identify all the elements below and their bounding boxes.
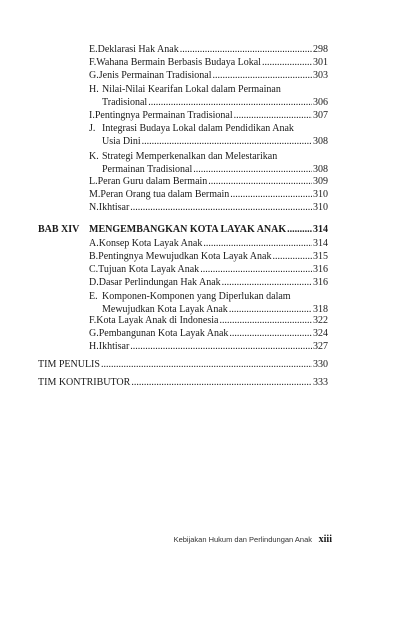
chapter-title: MENGEMBANGKAN KOTA LAYAK ANAK (89, 224, 287, 235)
toc-entry (89, 151, 328, 176)
toc-entry-title: Pentingnya Permainan Tradisional (94, 110, 233, 121)
toc-entry-page: 316 (313, 277, 328, 288)
chapter-page: 314 (313, 224, 328, 235)
toc-entry (38, 359, 328, 371)
toc-entry-title: Dasar Perlindungan Hak Anak (98, 277, 221, 288)
toc-entry (89, 202, 328, 214)
toc-entry-page: 306 (313, 96, 328, 108)
toc-entry-page: 308 (313, 163, 328, 175)
toc-entry (38, 377, 328, 389)
leader-dots (142, 136, 312, 148)
leader-dots (222, 277, 312, 289)
toc-entry-page: 318 (313, 303, 328, 315)
toc-entry-letter: N. (89, 202, 99, 213)
leader-dots (287, 224, 312, 236)
leader-dots (130, 341, 312, 353)
toc-entry-letter: C. (89, 264, 99, 275)
chapter-label: BAB XIV (38, 224, 80, 235)
toc-entry-title-continued: Mewujudkan Kota Layak Anak (102, 303, 228, 315)
toc-entry (89, 341, 328, 353)
leader-dots (234, 110, 312, 122)
toc-entry-title: Tujuan Kota Layak Anak (98, 264, 200, 275)
toc-entry-page: 322 (313, 315, 328, 326)
toc-entry (89, 44, 328, 56)
toc-entry-page: 303 (313, 70, 328, 81)
toc-entry (89, 291, 328, 316)
toc-entry-title: Komponen-Komponen yang Diperlukan dalam (102, 291, 291, 302)
toc-entry-letter: A. (89, 238, 99, 249)
leader-dots (148, 97, 312, 109)
toc-entry (89, 264, 328, 276)
toc-entry-title: Strategi Memperkenalkan dan Melestarikan (102, 151, 278, 162)
leader-dots (130, 202, 312, 214)
toc-entry-page: 310 (313, 189, 328, 200)
leader-dots (203, 238, 312, 250)
leader-dots (213, 70, 312, 82)
toc-entry-letter: L. (89, 176, 98, 187)
toc-entry-letter: F. (89, 315, 97, 326)
toc-entry-page: 310 (313, 202, 328, 213)
toc-entry-title-continued: Usia Dini (102, 135, 141, 147)
toc-entry-letter: G. (89, 70, 99, 81)
toc-entry-letter: F. (89, 57, 97, 68)
toc-entry-title: TIM KONTRIBUTOR (38, 377, 131, 388)
toc-entry (89, 110, 328, 122)
toc-entry-title: Jenis Permainan Tradisional (98, 70, 212, 81)
toc-entry-title: Peran Orang tua dalam Bermain (100, 189, 230, 200)
toc-entry-title: Deklarasi Hak Anak (97, 44, 179, 55)
toc-entry-letter: E. (89, 291, 98, 302)
toc-entry (89, 176, 328, 188)
toc-entry (89, 315, 328, 327)
toc-entry (89, 123, 328, 148)
toc-entry-title: Pentingnya Mewujudkan Kota Layak Anak (98, 251, 272, 262)
leader-dots (193, 164, 312, 176)
toc-entry (89, 189, 328, 201)
toc-entry-letter: E. (89, 44, 98, 55)
footer-page-number: xiii (318, 534, 332, 545)
leader-dots (229, 328, 312, 340)
toc-entry-page: 327 (313, 341, 328, 352)
leader-dots (101, 359, 312, 371)
toc-entry-letter: H. (89, 341, 99, 352)
toc-entry-page: 298 (313, 44, 328, 55)
toc-entry (89, 238, 328, 250)
toc-entry-title: Ikhtisar (98, 202, 130, 213)
toc-entry-page: 333 (313, 377, 328, 388)
toc-entry-page: 308 (313, 135, 328, 147)
toc-entry-page: 330 (313, 359, 328, 370)
leader-dots (262, 57, 312, 69)
toc-entry-title: Konsep Kota Layak Anak (98, 238, 203, 249)
toc-entry-letter: I. (89, 110, 95, 121)
toc-entry-title: Kota Layak Anak di Indonesia (96, 315, 219, 326)
toc-entry-title: Peran Guru dalam Bermain (97, 176, 208, 187)
toc-entry (89, 251, 328, 263)
toc-entry (89, 328, 328, 340)
toc-entry-letter: G. (89, 328, 99, 339)
leader-dots (230, 189, 312, 201)
toc-entry-page: 314 (313, 238, 328, 249)
toc-entry-page: 315 (313, 251, 328, 262)
toc-entry-letter: H. (89, 84, 99, 95)
toc-entry-page: 324 (313, 328, 328, 339)
leader-dots (229, 304, 312, 316)
leader-dots (208, 176, 312, 188)
toc-entry-title-continued: Tradisional (102, 96, 148, 108)
toc-entry-letter: B. (89, 251, 99, 262)
toc-entry-page: 301 (313, 57, 328, 68)
toc-entry-title: Wahana Bermain Berbasis Budaya Lokal (96, 57, 261, 68)
toc-entry-letter: K. (89, 151, 99, 162)
toc-entry-letter: M. (89, 189, 101, 200)
toc-entry-title: Pembangunan Kota Layak Anak (98, 328, 229, 339)
toc-entry-letter: J. (89, 123, 96, 134)
footer-title: Kebijakan Hukum dan Perlindungan Anak (173, 535, 312, 544)
toc-entry (89, 70, 328, 82)
leader-dots (200, 264, 312, 276)
toc-entry (89, 57, 328, 69)
toc-entry-title: Integrasi Budaya Lokal dalam Pendidikan Anak (102, 123, 294, 134)
toc-entry-title: Ikhtisar (98, 341, 130, 352)
leader-dots (272, 251, 312, 263)
toc-entry-page: 309 (313, 176, 328, 187)
toc-entry-title: TIM PENULIS (38, 359, 100, 370)
toc-entry-title: Nilai-Nilai Kearifan Lokal dalam Permainan (102, 84, 281, 95)
toc-entry-page: 307 (313, 110, 328, 121)
leader-dots (219, 315, 312, 327)
toc-entry-title-continued: Permainan Tradisional (102, 163, 193, 175)
leader-dots (180, 44, 312, 56)
toc-entry-letter: D. (89, 277, 99, 288)
toc-entry (89, 84, 328, 109)
toc-entry (89, 277, 328, 289)
leader-dots (131, 377, 312, 389)
toc-entry-page: 316 (313, 264, 328, 275)
